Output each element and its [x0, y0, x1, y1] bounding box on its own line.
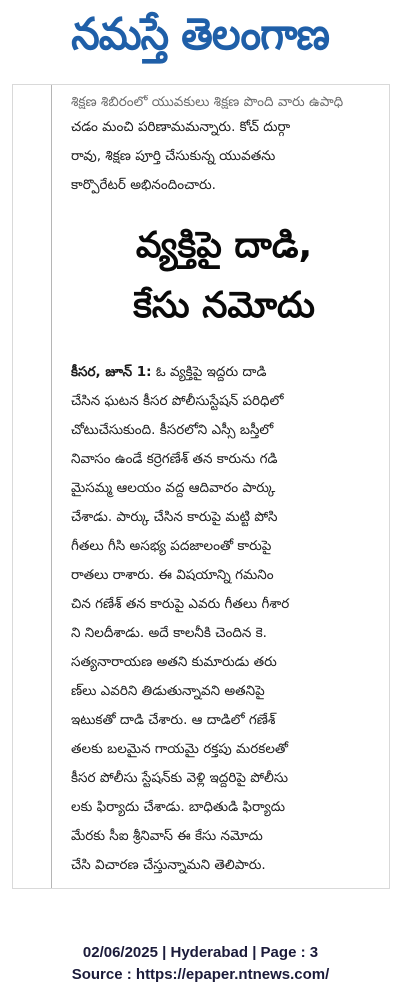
body-line: ణ్‌లు ఎవరిని తిడుతున్నావని అతనిపై	[71, 683, 265, 699]
dateline: కీసర, జూన్ 1:	[71, 364, 152, 380]
body-line: చేసిన ఘటన కీసర పోలీసుస్టేషన్ పరిధిలో	[71, 393, 284, 409]
article-first-line	[71, 358, 377, 387]
prev-article-line: శిక్షణ శిబిరంలో యువకులు శిక్షణ పొంది వారు ఉపాధి	[71, 95, 344, 109]
body-line: ఇటుకతో దాడి చేశారు. ఆ దాడిలో గణేశ్	[71, 712, 276, 728]
body-line: ని నిలదీశాడు. అదే కాలనీకి చెందిన కె.	[71, 625, 267, 641]
headline-line: వ్యక్తిపై దాడి,	[135, 225, 313, 266]
body-line: సత్యనారాయణ అతని కుమారుడు తరు	[71, 654, 277, 670]
body-line: గీతలు గీసి అసభ్య పదజాలంతో కారుపై	[71, 538, 272, 554]
newspaper-logo: నమస్తే తెలంగాణ	[71, 9, 330, 60]
body-line: తలకు బలమైన గాయమై రక్తపు మరకలతో	[71, 741, 289, 757]
headline-line: కేసు నమోదు	[133, 285, 315, 326]
body-line: రాతలు రాశారు. ఈ విషయాన్ని గమనిం	[71, 567, 274, 583]
article	[71, 95, 377, 880]
masthead	[0, 0, 401, 80]
source-link[interactable]: Source : https://epaper.ntnews.com/	[71, 966, 330, 983]
body-line: చేశాడు. పార్కు చేసిన కారుపై మట్టి పోసి	[71, 509, 278, 525]
body-line: చేసి విచారణ చేస్తున్నామని తెలిపారు.	[71, 857, 266, 873]
news-clipping	[12, 84, 390, 889]
body-text: ఓ వ్యక్తిపై ఇద్దరు దాడి	[151, 364, 267, 380]
body-line: నివాసం ఉండే కర్రెగణేశ్ తన కారును గడి	[71, 451, 278, 467]
edition-info: 02/06/2025 | Hyderabad | Page : 3	[82, 944, 319, 961]
body-line: లకు ఫిర్యాదు చేశాడు. బాధితుడి ఫిర్యాదు	[71, 799, 286, 815]
body-line: మైసమ్మ ఆలయం వద్ద ఆదివారం పార్కు	[71, 480, 276, 496]
body-line: చోటుచేసుకుంది. కీసరలోని ఎస్సీ బస్తీలో	[71, 422, 274, 438]
body-line: చిన గణేశ్ తన కారుపై ఎవరు గీతలు గీశార	[71, 596, 290, 612]
prev-article-line: కార్పొరేటర్ అభినందించారు.	[71, 177, 216, 193]
column-rule	[51, 85, 52, 888]
prev-article-line: చడం మంచి పరిణామమన్నారు. కోచ్ దుర్గా	[71, 119, 291, 135]
prev-article-line: రావు, శిక్షణ పూర్తి చేసుకున్న యువతను	[71, 148, 276, 164]
body-line: మేరకు సీఐ శ్రీనివాస్ ఈ కేసు నమోదు	[71, 828, 263, 844]
body-line: కీసర పోలీసు స్టేషన్‌కు వెళ్లి ఇద్దరిపై పోలీసు	[71, 770, 289, 786]
article-headline	[71, 216, 377, 336]
